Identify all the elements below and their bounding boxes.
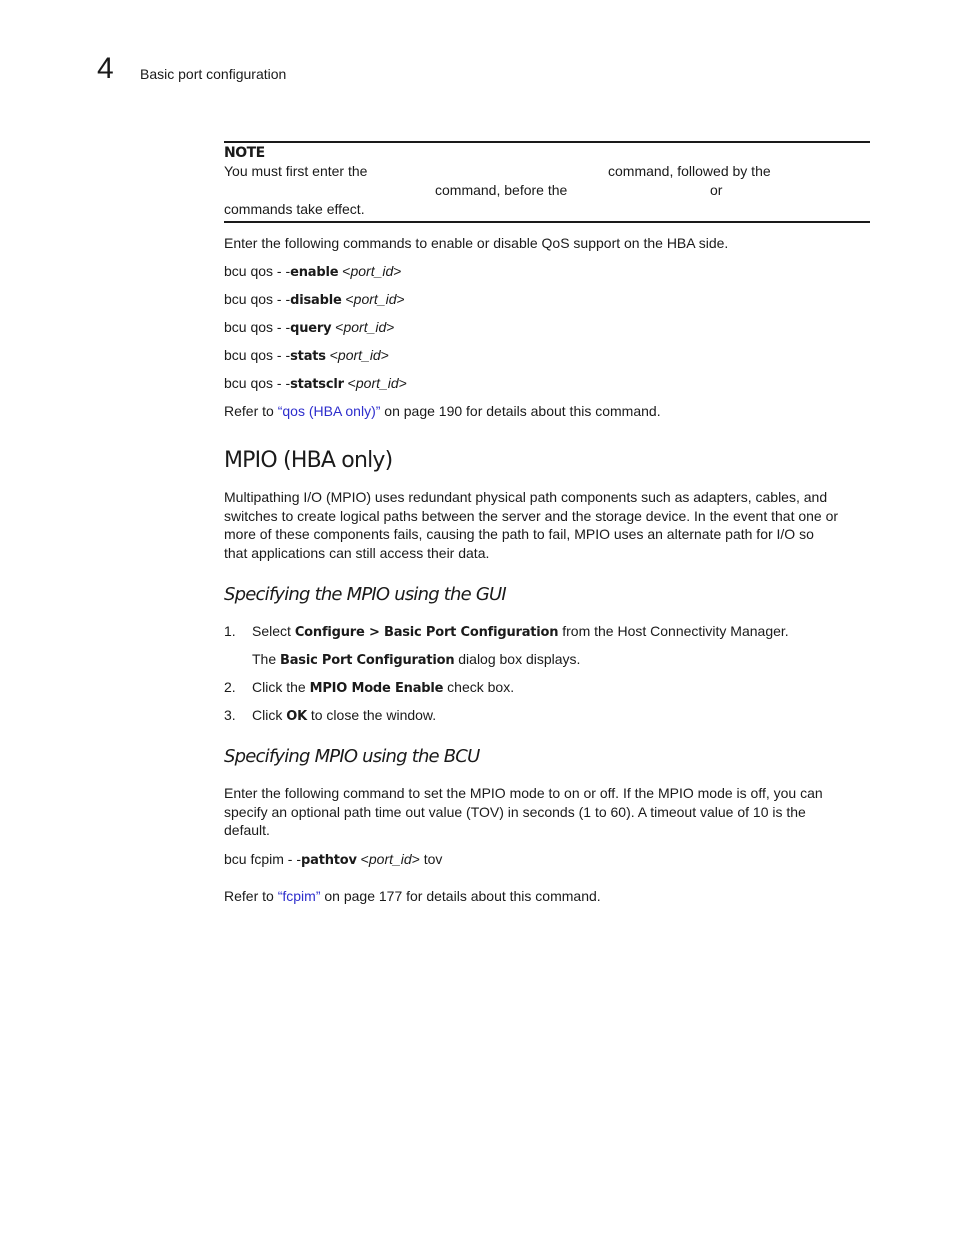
mpio-para-line: that applications can still access their data. [224,545,490,561]
note-top-rule [224,141,870,143]
section-heading-mpio: MPIO (HBA only) [224,448,393,473]
qos-command: bcu qos - -query <port_id> [224,319,395,336]
step-3-text: Click OK to close the window. [252,707,437,724]
qos-cross-reference-link[interactable]: “qos (HBA only)” [277,403,381,419]
step-number: 3. [224,707,236,723]
mpio-para-line: switches to create logical paths between the server and the storage device. In the event that one or [224,508,839,524]
bcu-refer: Refer to “fcpim” on page 177 for details about this command. [224,888,601,904]
qos-refer: Refer to “qos (HBA only)” on page 190 for details about this command. [224,403,661,419]
chapter-title: Basic port configuration [140,66,287,82]
bcu-para-line: default. [224,822,270,838]
qos-intro: Enter the following commands to enable or disable QoS support on the HBA side. [224,235,729,251]
note-line2-a: command, before the [435,182,568,198]
step-1-text: Select Configure > Basic Port Configuration from the Host Connectivity Manager. [252,623,789,640]
step-number: 1. [224,623,236,639]
fcpim-cross-reference-link[interactable]: “fcpim” [277,888,321,904]
bcu-para-line: specify an optional path time out value (TOV) in seconds (1 to 60). A timeout value of 10 is the [224,804,806,820]
qos-command: bcu qos - -stats <port_id> [224,347,389,364]
chapter-number: 4 [97,52,114,85]
subsection-heading-bcu: Specifying MPIO using the BCU [224,746,480,767]
mpio-para-line: more of these components fails, causing the path to fail, MPIO uses an alternate path for I/O so [224,526,814,542]
qos-command: bcu qos - -disable <port_id> [224,291,405,308]
bcu-para-line: Enter the following command to set the MPIO mode to on or off. If the MPIO mode is off, you can [224,785,823,801]
note-label: NOTE [224,145,265,161]
step-2-text: Click the MPIO Mode Enable check box. [252,679,515,696]
note-bottom-rule [224,221,870,223]
note-line1-b: command, followed by the [608,163,771,179]
step-number: 2. [224,679,236,695]
qos-command: bcu qos - -enable <port_id> [224,263,402,280]
bcu-command: bcu fcpim - -pathtov <port_id> tov [224,851,443,868]
qos-command: bcu qos - -statsclr <port_id> [224,375,407,392]
note-line3: commands take effect. [224,201,365,217]
subsection-heading-gui: Specifying the MPIO using the GUI [224,584,506,605]
mpio-para-line: Multipathing I/O (MPIO) uses redundant physical path components such as adapters, cables, and [224,489,828,505]
note-line2-b: or [710,182,723,198]
step-1-result: The Basic Port Configuration dialog box displays. [252,651,581,668]
note-line1-a: You must first enter the [224,163,368,179]
